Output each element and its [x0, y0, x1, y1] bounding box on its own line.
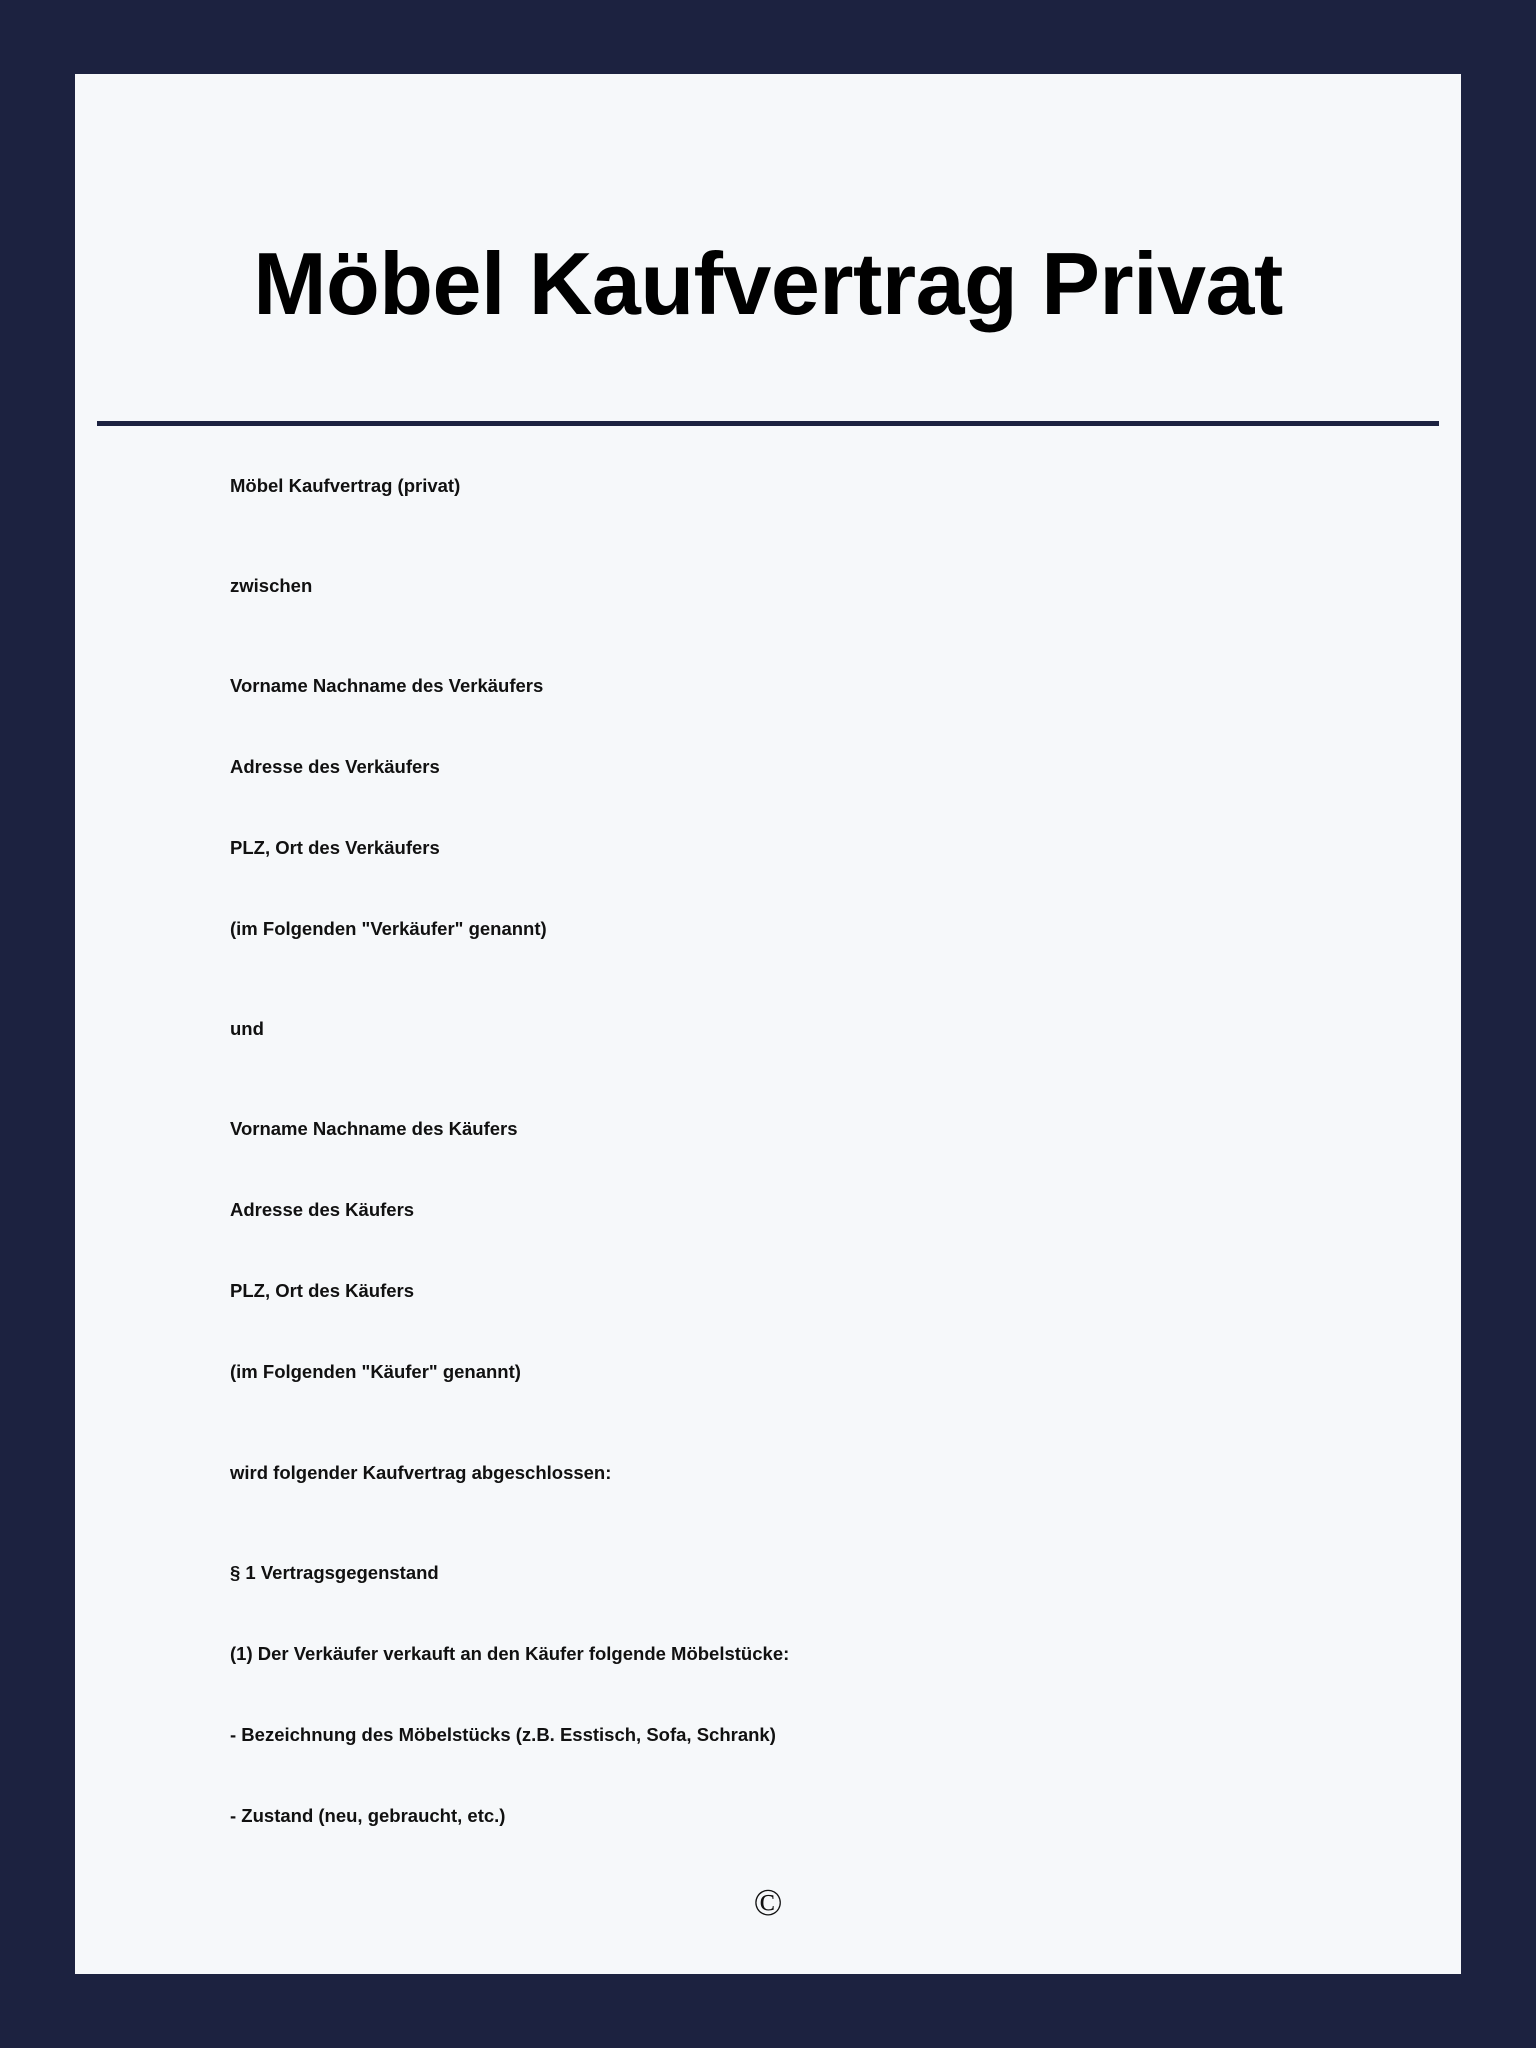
spacer — [230, 1385, 1401, 1461]
spacer — [230, 1041, 1401, 1117]
spacer — [230, 698, 1401, 755]
section-1-bullet-0: - Bezeichnung des Möbelstücks (z.B. Esstisch, Sofa, Schrank) — [230, 1723, 776, 1745]
spacer — [230, 1666, 1401, 1723]
copyright-icon: © — [753, 1882, 783, 1924]
spacer — [230, 1222, 1401, 1279]
spacer — [230, 1303, 1401, 1360]
document-heading: Möbel Kaufvertrag (privat) — [230, 475, 461, 496]
spacer — [230, 1747, 1401, 1804]
document-body — [230, 474, 1401, 1828]
seller-city-line: PLZ, Ort des Verkäufers — [230, 837, 440, 859]
page-title: Möbel Kaufvertrag Privat — [253, 234, 1283, 333]
spacer — [230, 498, 1401, 574]
spacer — [230, 1585, 1401, 1642]
buyer-designation: (im Folgenden "Käufer" genannt) — [230, 1361, 521, 1383]
seller-name-line: Vorname Nachname des Verkäufers — [230, 675, 544, 697]
section-1-bullet-1: - Zustand (neu, gebraucht, etc.) — [230, 1804, 506, 1826]
spacer — [230, 1141, 1401, 1198]
spacer — [230, 1485, 1401, 1561]
contract-intro: wird folgender Kaufvertrag abgeschlossen: — [230, 1461, 612, 1483]
buyer-city-line: PLZ, Ort des Käufers — [230, 1280, 415, 1302]
section-1-clause-1: (1) Der Verkäufer verkauft an den Käufer folgende Möbelstücke: — [230, 1642, 790, 1664]
section-1-heading: § 1 Vertragsgegenstand — [230, 1561, 439, 1583]
spacer — [230, 779, 1401, 836]
conjunction-und: und — [230, 1018, 264, 1040]
spacer — [230, 941, 1401, 1017]
between-label: zwischen — [230, 575, 313, 597]
spacer — [230, 860, 1401, 917]
seller-designation: (im Folgenden "Verkäufer" genannt) — [230, 918, 547, 940]
seller-address-line: Adresse des Verkäufers — [230, 756, 440, 778]
document-paper — [75, 74, 1461, 1974]
buyer-name-line: Vorname Nachname des Käufers — [230, 1118, 518, 1140]
title-divider — [97, 421, 1439, 426]
buyer-address-line: Adresse des Käufers — [230, 1199, 415, 1221]
spacer — [230, 598, 1401, 674]
